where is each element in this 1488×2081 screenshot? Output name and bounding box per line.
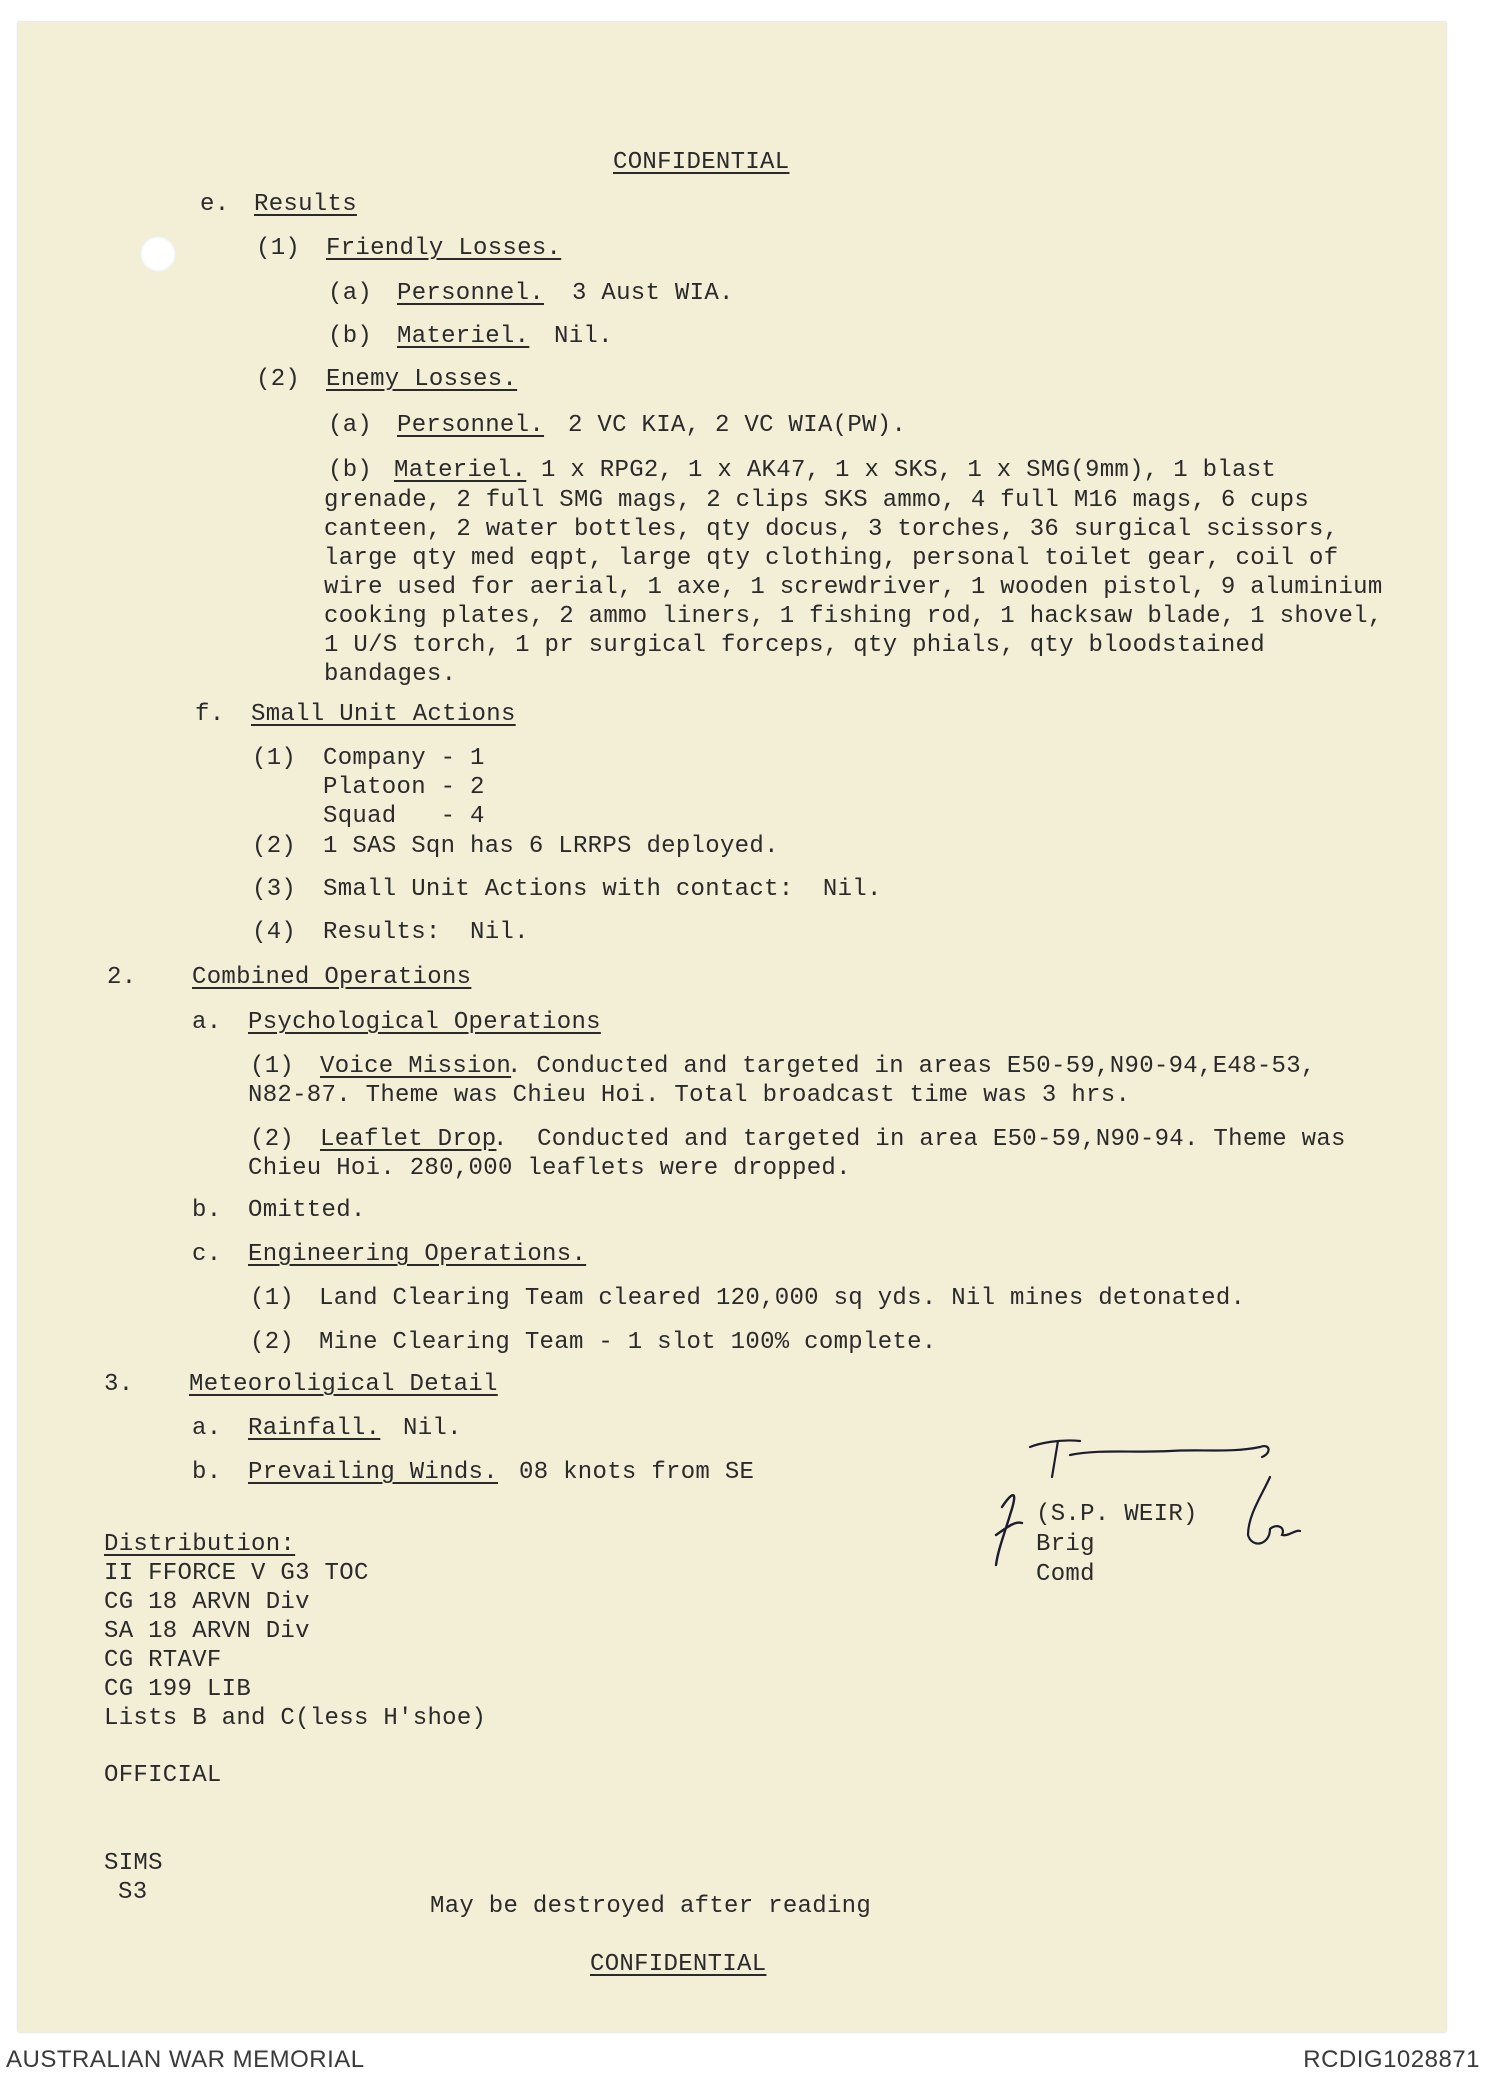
friendly-materiel-value: Nil. [554, 323, 613, 350]
small-unit-item-num: (1) [252, 745, 297, 772]
footer-classification: CONFIDENTIAL [590, 1951, 767, 1978]
section-2-title: Combined Operations [192, 964, 472, 991]
archive-credit: AUSTRALIAN WAR MEMORIAL [6, 2046, 365, 2073]
sims-ref: S3 [118, 1879, 148, 1906]
enemy-materiel-line: grenade, 2 full SMG mags, 2 clips SKS ammo, 4 full M16 mags, 6 cups [324, 487, 1310, 514]
voice-mission-text: . Conducted and targeted in areas E50-59,N90-94,E48-53, [507, 1053, 1316, 1080]
enemy-personnel-value: 2 VC KIA, 2 VC WIA(PW). [568, 412, 907, 439]
section-2-num: 2. [107, 964, 137, 991]
small-unit-item-text: Small Unit Actions with contact: Nil. [323, 876, 882, 903]
small-unit-item-text: 1 SAS Sqn has 6 LRRPS deployed. [323, 833, 779, 860]
winds-label: Prevailing Winds. [248, 1459, 498, 1486]
voice-mission-num: (1) [250, 1053, 295, 1080]
engineering-item-num: (2) [250, 1329, 295, 1356]
section-e-title: Results [254, 191, 357, 218]
small-unit-squad: Squad - 4 [323, 803, 485, 830]
enemy-materiel-line: bandages. [324, 661, 457, 688]
enemy-materiel-label: Materiel. [394, 457, 527, 484]
friendly-losses-title: Friendly Losses. [326, 235, 562, 262]
leaflet-drop-label: Leaflet Drop [320, 1126, 497, 1153]
rainfall-marker: a. [192, 1415, 222, 1442]
section-3-title: Meteoroligical Detail [189, 1371, 498, 1398]
leaflet-drop-num: (2) [250, 1126, 295, 1153]
distribution-line: CG 199 LIB [104, 1676, 252, 1703]
enemy-losses-title: Enemy Losses. [326, 366, 518, 393]
engineering-marker: c. [192, 1241, 222, 1268]
friendly-personnel-value: 3 Aust WIA. [572, 280, 734, 307]
enemy-materiel-line: canteen, 2 water bottles, qty docus, 3 torches, 36 surgical scissors, [324, 516, 1339, 543]
distribution-line: Lists B and C(less H'shoe) [104, 1705, 487, 1732]
enemy-materiel-first-line: 1 x RPG2, 1 x AK47, 1 x SKS, 1 x SMG(9mm), 1 blast [541, 457, 1277, 484]
small-unit-item-num: (4) [252, 919, 297, 946]
small-unit-item-text: Results: Nil. [323, 919, 529, 946]
enemy-materiel-line: large qty med eqpt, large qty clothing, personal toilet gear, coil of [324, 545, 1339, 572]
psyops-title: Psychological Operations [248, 1009, 601, 1036]
rainfall-value: Nil. [403, 1415, 462, 1442]
friendly-materiel-marker: (b) [328, 323, 373, 350]
engineering-item-text: Mine Clearing Team - 1 slot 100% complete. [319, 1329, 937, 1356]
punch-hole [140, 236, 176, 272]
engineering-title: Engineering Operations. [248, 1241, 587, 1268]
distribution-line: II FFORCE V G3 TOC [104, 1560, 369, 1587]
rainfall-label: Rainfall. [248, 1415, 381, 1442]
section-e-marker: e. [200, 191, 230, 218]
enemy-personnel-marker: (a) [328, 412, 373, 439]
distribution-line: CG 18 ARVN Div [104, 1589, 310, 1616]
engineering-item-text: Land Clearing Team cleared 120,000 sq yds. Nil mines detonated. [319, 1285, 1246, 1312]
enemy-losses-num: (2) [256, 366, 301, 393]
leaflet-drop-text: . Conducted and targeted in area E50-59,N90-94. Theme was [493, 1126, 1346, 1153]
omitted-marker: b. [192, 1197, 222, 1224]
small-unit-item-num: (3) [252, 876, 297, 903]
friendly-personnel-label: Personnel. [397, 280, 545, 307]
header-classification: CONFIDENTIAL [613, 149, 790, 176]
small-unit-platoon: Platoon - 2 [323, 774, 485, 801]
distribution-title: Distribution: [104, 1531, 296, 1558]
friendly-materiel-label: Materiel. [397, 323, 530, 350]
distribution-line: CG RTAVF [104, 1647, 222, 1674]
archive-item-id: RCDIG1028871 [1303, 2046, 1480, 2073]
enemy-personnel-label: Personnel. [397, 412, 545, 439]
sims-label: SIMS [104, 1850, 163, 1877]
section-3-num: 3. [104, 1371, 134, 1398]
section-f-title: Small Unit Actions [251, 701, 516, 728]
enemy-materiel-line: wire used for aerial, 1 axe, 1 screwdriver, 1 wooden pistol, 9 aluminium [324, 574, 1383, 601]
voice-mission-label: Voice Mission [320, 1053, 512, 1080]
leaflet-drop-text-2: Chieu Hoi. 280,000 leaflets were dropped. [248, 1155, 851, 1182]
signatory-rank: Brig [1036, 1531, 1095, 1558]
signatory-name: (S.P. WEIR) [1036, 1501, 1198, 1528]
enemy-materiel-marker: (b) [328, 457, 373, 484]
winds-value: 08 knots from SE [519, 1459, 755, 1486]
friendly-personnel-marker: (a) [328, 280, 373, 307]
enemy-materiel-line: 1 U/S torch, 1 pr surgical forceps, qty phials, qty bloodstained [324, 632, 1265, 659]
section-f-marker: f. [195, 701, 225, 728]
enemy-materiel-line: cooking plates, 2 ammo liners, 1 fishing rod, 1 hacksaw blade, 1 shovel, [324, 603, 1383, 630]
voice-mission-text-2: N82-87. Theme was Chieu Hoi. Total broadcast time was 3 hrs. [248, 1082, 1131, 1109]
friendly-losses-num: (1) [256, 235, 301, 262]
distribution-line: SA 18 ARVN Div [104, 1618, 310, 1645]
omitted-text: Omitted. [248, 1197, 366, 1224]
official-label: OFFICIAL [104, 1762, 222, 1789]
small-unit-item-num: (2) [252, 833, 297, 860]
winds-marker: b. [192, 1459, 222, 1486]
destroy-note: May be destroyed after reading [430, 1893, 872, 1920]
engineering-item-num: (1) [250, 1285, 295, 1312]
psyops-marker: a. [192, 1009, 222, 1036]
signatory-appointment: Comd [1036, 1561, 1095, 1588]
small-unit-company: Company - 1 [323, 745, 485, 772]
